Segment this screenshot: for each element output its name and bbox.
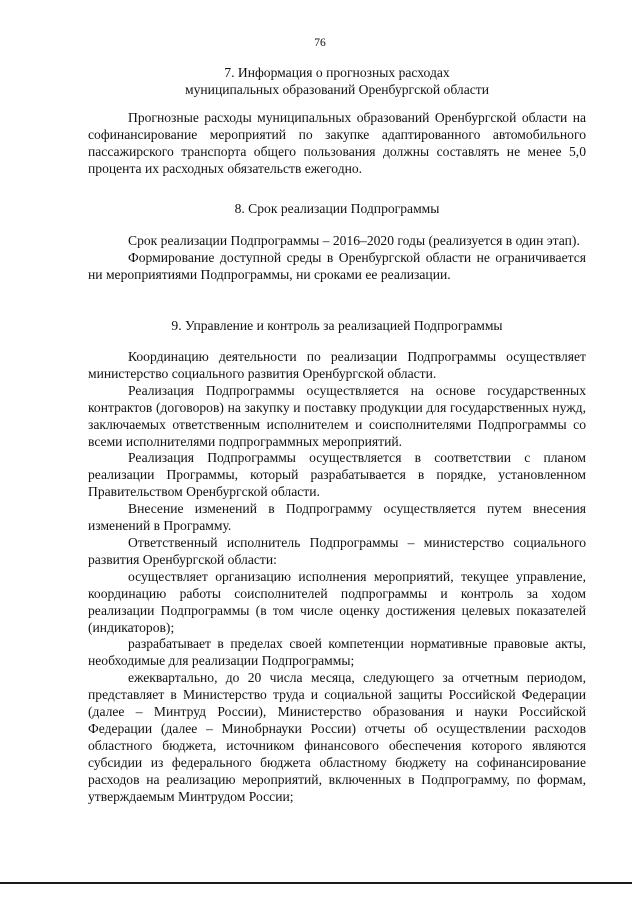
section-9-body (88, 349, 586, 805)
paragraph: ежеквартально, до 20 числа месяца, следующего за отчетным периодом, представляет в Министерство труда и социальной защиты Российской Федерации (далее – Минтруд России), Министерство образования и науки Российской Федерации (далее – Минобрнауки России) отчеты об осуществлении расходов областного бюджета, источником финансового обеспечения которого являются субсидии из федерального бюджета областному бюджету на софинансирование расходов на реализацию мероприятий, включенных в Подпрограмму, по формам, утверждаемым Минтрудом России; (88, 670, 586, 804)
bottom-rule (0, 882, 632, 884)
paragraph: осуществляет организацию исполнения мероприятий, текущее управление, координацию работы соисполнителей подпрограммы и контроль за ходом реализации Подпрограммы (в том числе оценку достижения целевых показателей (индикаторов); (88, 568, 586, 635)
section-8-heading: 8. Срок реализации Подпрограммы (234, 201, 440, 216)
paragraph: Формирование доступной среды в Оренбургской области не ограничивается ни мероприятиями Подпрограммы, ни сроками ее реализации. (88, 249, 586, 282)
section-7-heading-line1: 7. Информация о прогнозных расходах (224, 65, 450, 80)
paragraph: Реализация Подпрограммы осуществляется на основе государственных контрактов (договоров) на закупку и поставку продукции для государственных нужд, заключаемых ответственным исполнителем и соисполнителями Подпрограммы со всеми исполнителями подпрограммных мероприятий. (88, 382, 586, 449)
section-7 (88, 64, 586, 98)
paragraph: Внесение изменений в Подпрограмму осуществляется путем внесения изменений в Программу. (88, 501, 586, 534)
section-9-heading: 9. Управление и контроль за реализацией Подпрограммы (171, 318, 503, 333)
section-7-body (88, 110, 586, 178)
section-9 (88, 317, 586, 334)
paragraph: Координацию деятельности по реализации Подпрограммы осуществляет министерство социального развития Оренбургской области. (88, 349, 586, 381)
section-7-heading-line2: муниципальных образований Оренбургской области (185, 82, 489, 98)
section-8-body (88, 233, 586, 284)
paragraph: Срок реализации Подпрограммы – 2016–2020 годы (реализуется в один этап). (128, 233, 580, 248)
page-number: 76 (314, 37, 326, 49)
paragraph: Реализация Подпрограммы осуществляется в соответствии с планом реализации Программы, который разрабатывается в порядке, установленном Правительством Оренбургской области. (88, 450, 586, 500)
paragraph: разрабатывает в пределах своей компетенции нормативные правовые акты, необходимые для реализации Подпрограммы; (88, 636, 586, 669)
section-8 (88, 200, 586, 217)
paragraph: Ответственный исполнитель Подпрограммы – министерство социального развития Оренбургской области: (88, 534, 586, 567)
paragraph: Прогнозные расходы муниципальных образований Оренбургской области на софинансирование мероприятий по закупке адаптированного автомобильного пассажирского транспорта общего пользования должны составлять не менее 5,0 процента их расходных обязательств ежегодно. (88, 110, 586, 176)
